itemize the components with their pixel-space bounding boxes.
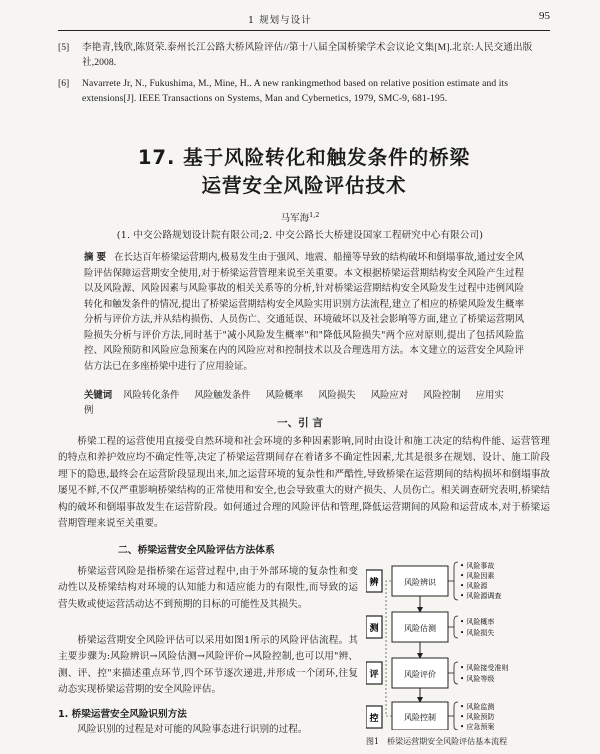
reference-item (58, 40, 550, 70)
section-heading-method-system: 二、桥梁运营安全风险评估方法体系 (118, 545, 275, 556)
figure-caption-number: 图1 (366, 737, 380, 746)
article-title-line2: 运营安全风险评估技术 (201, 174, 407, 197)
stage-bracket (454, 616, 458, 638)
figure-caption-text: 桥梁运营期安全风险评估基本流程 (387, 737, 508, 746)
section-heading-introduction: 一、引 言 (277, 417, 323, 429)
keyword: 应用实例 (84, 390, 504, 416)
running-header-title: 1 规划与设计 (248, 15, 312, 26)
stage-tag: 辨 (369, 578, 379, 588)
stage-box-label: 风险控制 (404, 713, 436, 722)
keyword: 风险控制 (423, 390, 461, 401)
keyword: 风险概率 (265, 390, 304, 401)
stage-bracket (454, 662, 458, 684)
author-affiliation: (1. 中交公路规划设计院有限公司;2. 中交公路长大桥建设国家工程研究中心有限公司) (116, 230, 484, 241)
body-paragraph: 风险识别的过程是对可能的风险事态进行识别的过程。 (77, 724, 308, 735)
abstract-label: 摘 要 (84, 252, 107, 263)
stage-box-label: 风险估测 (404, 624, 436, 633)
stage-bullet: • 风险等级 (460, 675, 495, 683)
reference-list (58, 40, 550, 106)
stage-box-label: 风险辨识 (404, 578, 436, 587)
keyword: 风险损失 (318, 390, 356, 401)
flow-stage (366, 702, 494, 730)
article-title-block (58, 144, 550, 200)
stage-bullet: • 风险概率 (460, 618, 495, 626)
reference-number: [6] (58, 78, 70, 89)
article-title-line1: 17. 基于风险转化和触发条件的桥梁 (137, 146, 471, 169)
stage-bullet: • 应急预案 (460, 723, 495, 730)
introduction-paragraph: 桥梁工程的运营使用直接受自然环境和社会环境的多种因素影响,同时由设计和施工决定的结构件能、运营管理的特点和养护效应均不确定性等,决定了桥梁运营期间存在着诸多不确定性因素,尤其是很多在规划、设计、施工阶段埋下的隐患,最终会在运营阶段显现出来,加之运营环境的复杂性和严酷性,导致桥梁在运营期间的结构损坏和倒塌事故屡见不鲜,不仅严重影响桥梁结构的正常使用和安全,也会导致重大的财产损失、人员伤亡。相关调查研究表明,桥梁结构的破坏和倒塌事故发生在运营阶段。如何通过合理的风险评估和管理,降低运营期间的风险和运营成本,对于桥梁运营期管理来说至关重要。 (58, 436, 550, 530)
stage-tag: 评 (369, 670, 379, 680)
keyword: 风险触发条件 (194, 390, 251, 401)
stage-bullet: • 风险预防 (460, 713, 495, 721)
stage-bullet: • 风险源 (460, 582, 488, 590)
running-header (58, 8, 550, 31)
keyword: 风险转化条件 (123, 390, 180, 401)
reference-number: [5] (58, 42, 70, 53)
stage-bullet: • 风险事故 (460, 562, 495, 570)
keywords-label: 关键词 (84, 390, 113, 401)
keyword: 风险应对 (370, 390, 409, 401)
stage-bracket (454, 702, 458, 730)
page-number: 95 (539, 10, 550, 22)
stage-bullet: • 风险源调查 (460, 592, 502, 600)
reference-item (58, 76, 550, 106)
keywords (84, 388, 524, 418)
reference-text: 李艳青,钱欣,陈贤荣.泰州长江公路大桥风险评估//第十八届全国桥梁学术会议论文集[M].北京:人民交通出版社,2008. (82, 42, 533, 68)
stage-tag: 控 (369, 714, 379, 724)
flow-stage (366, 658, 508, 688)
stage-bullet: • 风险损失 (460, 629, 495, 637)
article-title (58, 144, 550, 200)
flow-stage (366, 561, 501, 600)
feedback-loop-line (386, 581, 392, 716)
author-affiliation-marks: 1,2 (309, 210, 320, 219)
author-name: 马军海 (280, 213, 310, 224)
figure-caption (366, 736, 556, 747)
reference-text: Navarrete Jr, N., Fukushima, M., Mine, H.. A new rankingmethod based on relative position estimate and its extensions[J]. IEEE Transactions on Systems, Man and Cybernetics, 1979, SMC-9, 681-195. (82, 78, 509, 104)
stage-box-label: 风险评价 (404, 670, 436, 679)
body-paragraph: 桥梁运营期安全风险评估可以采用如图1所示的风险评估流程。其主要步骤为:风险辨识→风险估测→风险评价→风险控制,也可以用"辨、测、评、控"来描述重点环节,四个环节逐次递进,并形成一个闭环,往复动态实现桥梁运营期的安全风险评估。 (58, 635, 358, 696)
stage-tag: 测 (369, 624, 379, 634)
flow-stage (366, 612, 494, 642)
stage-bullet: • 风险监测 (460, 703, 495, 711)
stage-bracket (454, 562, 458, 600)
figure-risk-assessment-flow (366, 560, 550, 746)
abstract (84, 250, 524, 374)
abstract-text: 在长达百年桥梁运营期内,极易发生由于强风、地震、船撞等导致的结构破坏和倒塌事故,通过安全风险评估保障运营期安全使用,对于桥梁运营管理来说至关重要。本文根据桥梁运营期结构安全风险产生过程以及风险源、风险因素与风险事故的相关关系等的分析,针对桥梁运营期结构安全风险发生过程中违例风险转化和触发条件的情况,提出了桥梁运营期结构安全风险实用识别方法流程,建立了相应的桥梁风险发生概率分析与评价方法,并从结构损伤、人员伤亡、交通延误、环境破坏以及社会影响等方面,建立了桥梁运营期风险损失分析与评价方法,同时基于"减小风险发生概率"和"降低风险损失"两个应对原则,提出了包括风险监控、风险预防和风险应急预案在内的风险应对和控制技术以及合理选用方法。本文建立的运营安全风险评估方法已在多座桥梁中进行了应用验证。 (84, 252, 525, 372)
stage-bullet: • 风险接受准则 (460, 664, 509, 672)
stage-bullet: • 风险因素 (460, 572, 495, 580)
author-line (0, 210, 600, 224)
body-paragraph: 桥梁运营风险是指桥梁在运营过程中,由于外部环境的复杂性和变动性以及桥梁结构对环境的认知能力和适应能力的有限性,而导致的运营失败或使运营活动达不到预期的目标的可能性及其损失。 (58, 566, 358, 610)
subsection-heading: 1. 桥梁运营安全风险识别方法 (58, 709, 187, 720)
flow-diagram (366, 560, 550, 730)
